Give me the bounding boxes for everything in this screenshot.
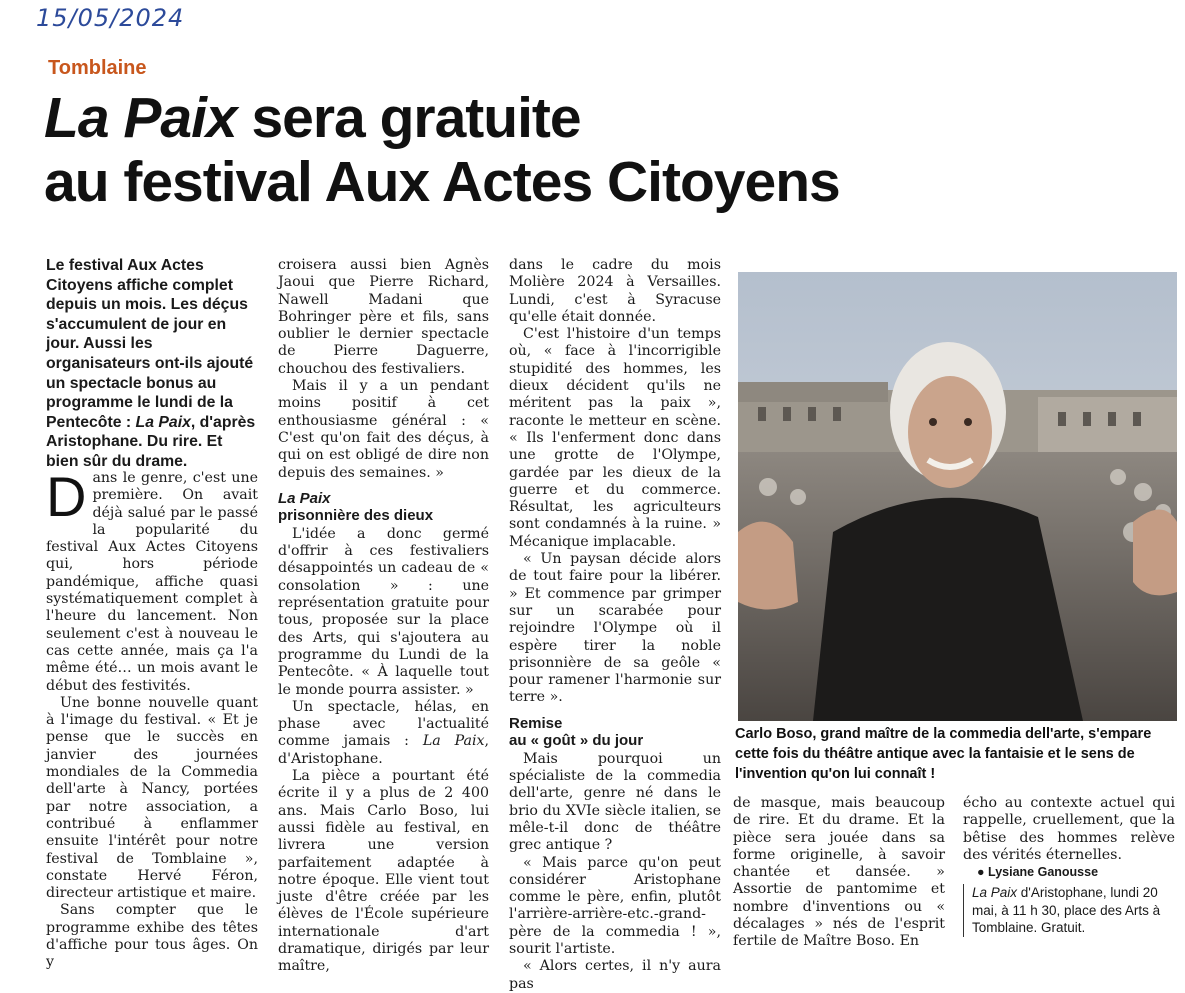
chapo-italic: La Paix: [135, 413, 191, 431]
headline-line2: au festival Aux Actes Citoyens: [44, 150, 840, 214]
paragraph: Mais il y a un pendant moins positif à cet enthousiasme général : « C'est qu'on fait des déçus, à qui on est obligé de dire non depuis des semaines. »: [278, 378, 489, 481]
paragraph: écho au contexte actuel qui rappelle, cruellement, que la bêtise des hommes relève des vérités éternelles.: [963, 795, 1175, 863]
man-face: [908, 376, 992, 488]
subheading-line: Remise: [509, 714, 563, 732]
paragraph: « Un paysan décide alors de tout faire pour la libérer. » Et commence par grimper sur un scarabée pour rejoindre l'Olympe où il espère tirer la noble prisonnière de sa geôle « pour ramener l'harmonie sur terre ».: [509, 551, 721, 706]
subheading-line: au « goût » du jour: [509, 731, 644, 749]
chapo-text-2: , d'après Aristophane. Du rire. Et bien sûr du drame.: [46, 413, 256, 470]
headline: [44, 86, 1044, 214]
drop-cap: D: [46, 465, 87, 528]
author-byline: ● Lysiane Ganousse: [977, 865, 1099, 880]
chapo: [46, 256, 258, 472]
info-italic: La Paix: [972, 885, 1018, 901]
chapo-text-1: Le festival Aux Actes Citoyens affiche complet depuis un mois. Les déçus s'accumulent de jour en jour. Aussi les organisateurs ont-ils ajouté un spectacle bonus au programme le lundi de la Pentecôte :: [46, 257, 254, 431]
paragraph: de masque, mais beaucoup de rire. Et du drame. Et la pièce sera jouée dans sa forme originelle, à savoir chantée et dansée. » Assortie de pantomime et nombre d'inventions ou « décalages » nés de l'esprit fertile de Maître Boso. En: [733, 795, 945, 950]
article-column-1: [46, 465, 258, 972]
paragraph-text: ans le genre, c'est une première. On avait déjà salué par le passé la popularité du festival Aux Actes Citoyens qui, hors période pandémique, affiche quasi systématiquement complet à l'heure du lancement. Non seulement c'est à nouveau le cas cette année, mais ça l'a même été… un mois avant le début des festivités.: [46, 470, 258, 694]
subheading-italic: La Paix: [278, 489, 331, 507]
photo-caption: Carlo Boso, grand maître de la commedia dell'arte, s'empare cette fois du théâtre antique avec la fantaisie et le sens de l'invention qu'on lui connaît !: [735, 726, 1152, 782]
paragraph: dans le cadre du mois Molière 2024 à Versailles. Lundi, c'est à Syracuse qu'elle était donnée.: [509, 257, 721, 325]
paragraph: Mais pourquoi un spécialiste de la commedia dell'arte, genre né dans le brio du XVIe siècle italien, se mêle-t-il donc de théâtre grec antique ?: [509, 750, 721, 854]
paragraph: La pièce a pourtant été écrite il y a plus de 2 400 ans. Mais Carlo Boso, lui aussi fidèle au festival, en livrera une version parfaitement adaptée à notre époque. Elle vient tout juste d'être créée par les élèves de l'École supérieure internationale d'art dramatique, dirigés par leur maître,: [278, 768, 489, 975]
paragraph: [46, 465, 258, 695]
subheading-text: prisonnière des dieux: [278, 506, 434, 524]
paragraph: C'est l'histoire d'un temps où, « face à l'incorrigible stupidité des hommes, les dieux décident qu'ils ne méritent pas la paix », raconte le metteur en scène. « Ils l'enferment donc dans une grotte de l'Olympe, gardée par les dieux de la guerre et du commerce. Résultat, les agriculteurs sont condamnés à la ruine. » Mécanique implacable.: [509, 326, 721, 550]
article-column-4: [733, 795, 945, 951]
article-photo: [738, 272, 1177, 721]
paragraph-text: Un spectacle, hélas, en phase avec l'actualité comme jamais :: [278, 698, 489, 750]
author-name: Lysiane Ganousse: [988, 865, 1099, 880]
practical-info: [963, 884, 1175, 936]
subheading: [509, 715, 721, 749]
paragraph: croisera aussi bien Agnès Jaoui que Pierre Richard, Nawell Madani que Bohringer père et fils, sans oublier le dernier spectacle de Pierre Daguerre, chouchou des festivaliers.: [278, 257, 489, 377]
section-kicker: Tomblaine: [48, 57, 147, 79]
paragraph: « Mais parce qu'on peut considérer Aristophane comme le père, enfin, plutôt l'arrière-arrière-etc.-grand-père de la commedia ! », sourit l'artiste.: [509, 854, 721, 957]
paragraph: L'idée a donc germé d'offrir à ces festivaliers désappointés un cadeau de « consolation » : une représentation gratuite pour tous, proposée sur la place des Arts, qui s'ajoutera au programme du Lundi de la Pentecôte. « À laquelle tout le monde pourra assister. »: [278, 525, 489, 698]
paragraph-italic: La Paix: [422, 733, 485, 750]
article-column-3: [509, 257, 721, 993]
paragraph: « Alors certes, il n'y aura pas: [509, 958, 721, 992]
photo-illustration: [738, 272, 1177, 721]
article-column-2: [278, 257, 489, 976]
headline-italic: La Paix: [44, 86, 237, 150]
paragraph-text: , d'Aristophane.: [278, 733, 489, 767]
headline-line1-rest: sera gratuite: [236, 86, 581, 150]
subheading: [278, 490, 489, 524]
handwritten-date: 15/05/2024: [36, 4, 185, 32]
article-column-5: [963, 795, 1175, 937]
paragraph: [278, 699, 489, 768]
paragraph: Sans compter que le programme exhibe des têtes d'affiche pour tous âges. On y: [46, 902, 258, 971]
info-text: d'Aristophane, lundi 20 mai, à 11 h 30, place des Arts à Tomblaine. Gratuit.: [972, 885, 1161, 936]
right-thumb-hand: [1133, 510, 1177, 596]
paragraph: Une bonne nouvelle quant à l'image du festival. « Et je pense que le succès en janvier des journées mondiales de la Commedia dell'arte à Nancy, portées par notre association, a contribué à enflammer ensuite l'intérêt pour notre festival de Tomblaine », constate Hervé Féron, directeur artistique et maire.: [46, 694, 258, 902]
